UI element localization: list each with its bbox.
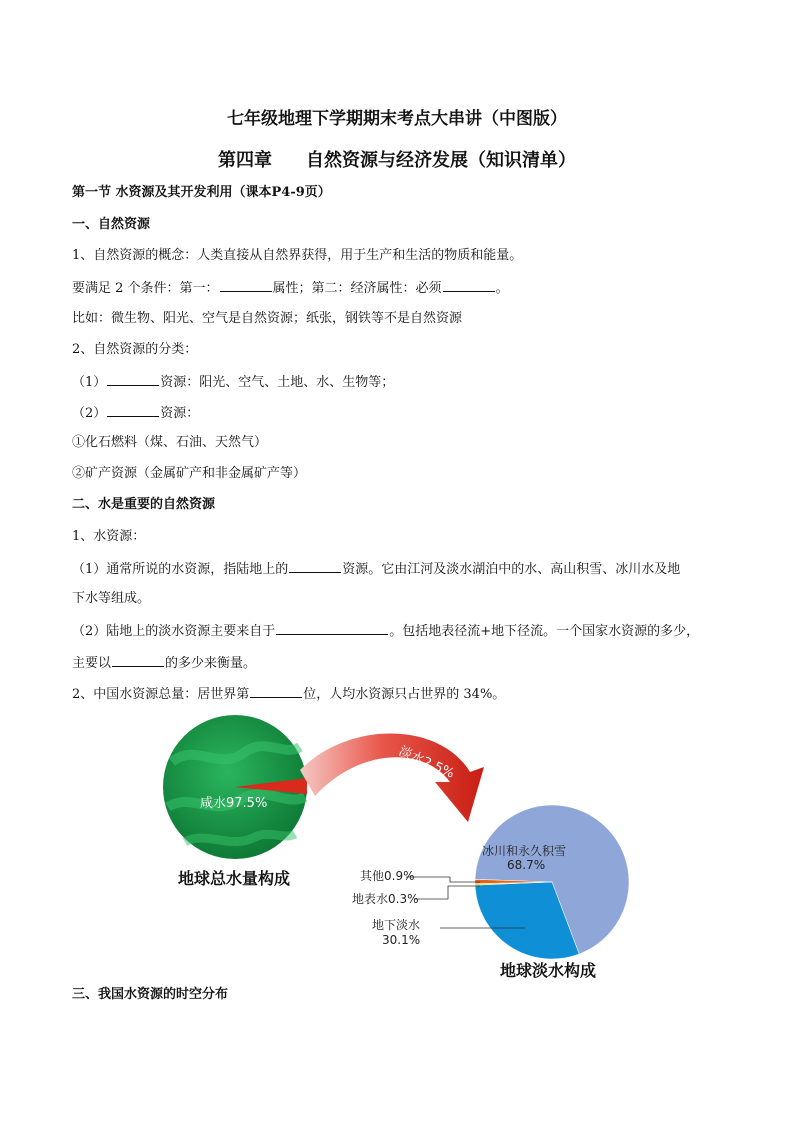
text-fossil-fuels: ①化石燃料（煤、石油、天然气） xyxy=(72,435,268,450)
chapter-name: 自然资源与经济发展（知识清单） xyxy=(306,150,576,171)
groundwater-value: 30.1% xyxy=(382,933,421,947)
text-china-water: 2、中国水资源总量：居世界第 位，人均水资源只占世界的 34%。 xyxy=(72,683,732,705)
fill-blank xyxy=(112,652,164,667)
text-freshwater-source: （2）陆地上的淡水资源主要来自于 。包括地表径流+地下径流。一个国家水资源的多少， xyxy=(72,620,732,642)
text-water-def-cont: 下水等组成。 xyxy=(72,591,151,606)
glacier-value: 68.7% xyxy=(507,858,546,872)
water-composition-figure xyxy=(150,712,650,984)
fill-blank xyxy=(107,371,159,386)
fill-blank xyxy=(276,620,388,635)
text-classification: 2、自然资源的分类： xyxy=(72,342,198,357)
text-minerals: ②矿产资源（金属矿产和非金属矿产等） xyxy=(72,466,307,481)
chapter-number: 第四章 xyxy=(218,150,272,171)
fill-blank xyxy=(250,683,302,698)
fill-blank xyxy=(289,558,341,573)
section-title: 第一节 水资源及其开发利用（课本P4-9页） xyxy=(72,185,331,200)
earth-caption: 地球总水量构成 xyxy=(178,869,291,888)
text-measure: 主要以 的多少来衡量。 xyxy=(72,652,732,674)
glacier-label: 冰川和永久积雪 xyxy=(482,844,567,858)
groundwater-label: 地下淡水 xyxy=(372,918,421,932)
document-title: 七年级地理下学期期末考点大串讲（中图版） xyxy=(227,109,567,129)
surface-label: 地表水0.3% xyxy=(352,892,419,906)
saltwater-label: 咸水97.5% xyxy=(200,796,268,811)
heading-natural-resources: 一、自然资源 xyxy=(72,217,151,232)
arrow-graphic xyxy=(300,733,484,822)
text-class-2: （2） 资源： xyxy=(72,402,732,424)
fill-blank xyxy=(220,277,272,292)
other-label: 其他0.9% xyxy=(360,869,415,883)
fill-blank xyxy=(443,277,495,292)
text-water-def: （1）通常所说的水资源，指陆地上的 资源。它由江河及淡水湖泊中的水、高山积雪、冰川水及地 xyxy=(72,558,732,580)
text-conditions: 要满足 2 个条件：第一： 属性；第二：经济属性：必须 。 xyxy=(72,277,732,299)
chapter-title xyxy=(0,146,794,172)
heading-distribution: 三、我国水资源的时空分布 xyxy=(72,987,229,1002)
freshwater-pie xyxy=(472,802,631,961)
heading-water-resource: 二、水是重要的自然资源 xyxy=(72,497,216,512)
text-class-1: （1） 资源：阳光、空气、土地、水、生物等； xyxy=(72,371,732,393)
freshwater-label: 淡水2.5% xyxy=(396,743,457,782)
text-definition: 1、自然资源的概念：人类直接从自然界获得，用于生产和生活的物质和能量。 xyxy=(72,248,523,263)
text-example: 比如：微生物、阳光、空气是自然资源；纸张，钢铁等不是自然资源 xyxy=(72,311,463,326)
fill-blank xyxy=(107,402,159,417)
text-water-resource: 1、水资源： xyxy=(72,529,146,544)
freshwater-caption: 地球淡水构成 xyxy=(500,961,597,980)
